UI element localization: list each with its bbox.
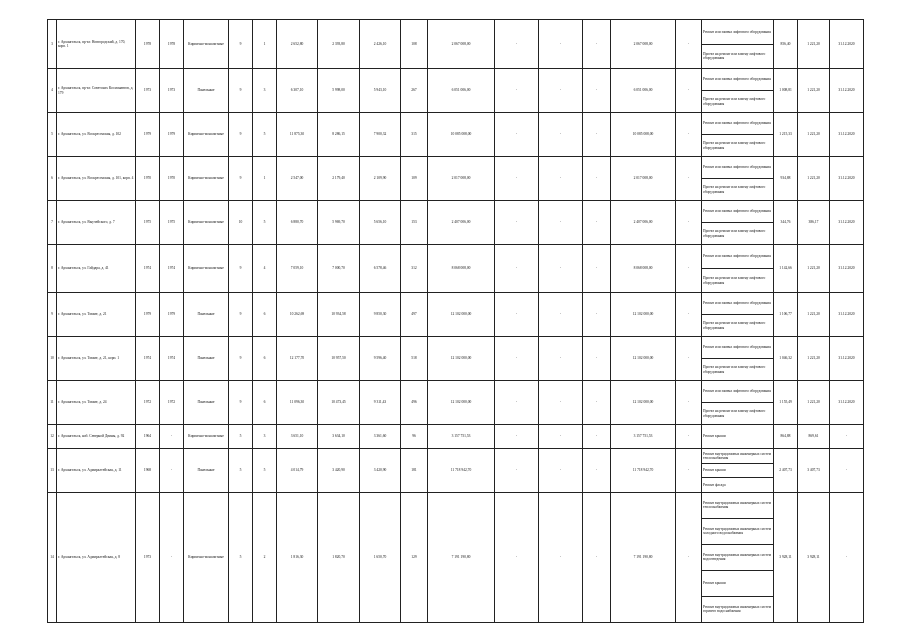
cell-wall: Панельные bbox=[184, 69, 229, 113]
cell-wall: Панельные bbox=[184, 337, 229, 381]
cell-work: Ремонт или замена лифтового оборудования bbox=[702, 113, 774, 135]
cell-work: Ремонт крыши bbox=[702, 425, 774, 449]
cell-cost-total: 2 067 008,00 bbox=[428, 20, 495, 69]
cell-addr: г. Архангельск, ул. Воскресенская, д. 102 bbox=[57, 113, 136, 157]
cell-work: Ремонт или замена лифтового оборудования bbox=[702, 245, 774, 269]
cell-year-built: 1978 bbox=[136, 20, 160, 69]
cell-f3: - bbox=[583, 337, 611, 381]
cell-cost-own: 12 102 000,00 bbox=[611, 293, 676, 337]
cell-entrances: 1 bbox=[253, 20, 277, 69]
cell-f3: - bbox=[583, 113, 611, 157]
cell-area-own: 9 596,40 bbox=[360, 337, 401, 381]
cell-wall: Кирпично-монолитные bbox=[184, 201, 229, 245]
cell-wall: Панельные bbox=[184, 381, 229, 425]
cell-n: 10 bbox=[48, 337, 57, 381]
cell-f4: - bbox=[676, 113, 702, 157]
cell-cost-own: 11 718 942,70 bbox=[611, 449, 676, 493]
cell-residents: 518 bbox=[401, 337, 428, 381]
cell-residents: 153 bbox=[401, 201, 428, 245]
cell-year-reno: 1972 bbox=[160, 381, 184, 425]
cell-f4: - bbox=[676, 293, 702, 337]
cell-floors: 9 bbox=[229, 69, 253, 113]
cell-deadline: 31.12.2020 bbox=[830, 201, 864, 245]
cell-work: Проект на ремонт или замену лифтового оборудования bbox=[702, 359, 774, 381]
cell-f1: - bbox=[495, 492, 539, 622]
table-row bbox=[48, 113, 864, 135]
cell-deadline: 31.12.2020 bbox=[830, 20, 864, 69]
cell-area-res: 5 969,70 bbox=[318, 201, 360, 245]
cell-f2: - bbox=[539, 245, 583, 293]
cell-addr: г. Архангельск, ул. Тимме, д. 24 bbox=[57, 381, 136, 425]
cell-entrances: 4 bbox=[253, 245, 277, 293]
cell-area-own: 5 656,10 bbox=[360, 201, 401, 245]
cell-f1: - bbox=[495, 293, 539, 337]
cell-work: Ремонт внутридомовых инженерных систем водоотведения bbox=[702, 544, 774, 570]
cell-area-total: 11 096,30 bbox=[277, 381, 318, 425]
cell-area-res: 2 393,80 bbox=[318, 20, 360, 69]
cell-work: Ремонт или замена лифтового оборудования bbox=[702, 20, 774, 45]
cell-unit-cost: 1 008,81 bbox=[774, 69, 798, 113]
cell-residents: 129 bbox=[401, 492, 428, 622]
cell-cost-total: 12 102 000,00 bbox=[428, 381, 495, 425]
cell-cost-own: 12 102 000,00 bbox=[611, 337, 676, 381]
cell-deadline: - bbox=[830, 492, 864, 622]
cell-work: Ремонт или замена лифтового оборудования bbox=[702, 69, 774, 91]
cell-max-cost: 3 928,11 bbox=[798, 492, 830, 622]
cell-work: Проект на ремонт или замену лифтового оборудования bbox=[702, 44, 774, 69]
cell-f2: - bbox=[539, 425, 583, 449]
cell-max-cost: 1 221,20 bbox=[798, 157, 830, 201]
cell-area-total: 6 307,10 bbox=[277, 69, 318, 113]
cell-n: 12 bbox=[48, 425, 57, 449]
cell-wall: Кирпично-монолитные bbox=[184, 425, 229, 449]
cell-year-reno: 1979 bbox=[160, 293, 184, 337]
cell-entrances: 5 bbox=[253, 449, 277, 493]
cell-addr: г. Архангельск, пр-кт. Советских Космонавтов, д. 179 bbox=[57, 69, 136, 113]
cell-unit-cost: 934,88 bbox=[774, 157, 798, 201]
cell-work: Проект на ремонт или замену лифтового оборудования bbox=[702, 179, 774, 201]
table-row bbox=[48, 381, 864, 403]
cell-unit-cost: 2 407,73 bbox=[774, 449, 798, 493]
cell-area-total: 7 059,10 bbox=[277, 245, 318, 293]
cell-f2: - bbox=[539, 69, 583, 113]
cell-residents: 109 bbox=[401, 157, 428, 201]
cell-deadline: 31.12.2020 bbox=[830, 337, 864, 381]
cell-n: 7 bbox=[48, 201, 57, 245]
table-body bbox=[48, 20, 864, 623]
cell-work: Ремонт внутридомовых инженерных систем теплоснабжения bbox=[702, 449, 774, 464]
cell-floors: 5 bbox=[229, 449, 253, 493]
cell-work: Ремонт или замена лифтового оборудования bbox=[702, 157, 774, 179]
cell-cost-total: 10 085 008,00 bbox=[428, 113, 495, 157]
cell-deadline: 31.12.2020 bbox=[830, 69, 864, 113]
cell-year-built: 1974 bbox=[136, 245, 160, 293]
cell-entrances: 3 bbox=[253, 69, 277, 113]
cell-f3: - bbox=[583, 245, 611, 293]
table-row bbox=[48, 157, 864, 179]
cell-f2: - bbox=[539, 293, 583, 337]
cell-residents: 315 bbox=[401, 113, 428, 157]
cell-f2: - bbox=[539, 157, 583, 201]
cell-cost-own: 2 067 008,00 bbox=[611, 20, 676, 69]
cell-addr: г. Архангельск, ул. Адмиралтейская, д. 8 bbox=[57, 492, 136, 622]
cell-year-reno: 1973 bbox=[160, 69, 184, 113]
cell-f3: - bbox=[583, 69, 611, 113]
cell-f4: - bbox=[676, 425, 702, 449]
cell-year-reno: 1974 bbox=[160, 337, 184, 381]
table-row bbox=[48, 201, 864, 223]
cell-entrances: 5 bbox=[253, 113, 277, 157]
cell-area-total: 4 014,79 bbox=[277, 449, 318, 493]
cell-cost-own: 7 191 190,80 bbox=[611, 492, 676, 622]
cell-area-own: 2 426,10 bbox=[360, 20, 401, 69]
cell-f1: - bbox=[495, 201, 539, 245]
cell-addr: г. Архангельск, ул. Выучейского, д. 7 bbox=[57, 201, 136, 245]
table-row bbox=[48, 492, 864, 518]
cell-f3: - bbox=[583, 425, 611, 449]
cell-f2: - bbox=[539, 449, 583, 493]
cell-f4: - bbox=[676, 20, 702, 69]
cell-year-reno: 1975 bbox=[160, 201, 184, 245]
cell-floors: 9 bbox=[229, 113, 253, 157]
cell-work: Проект на ремонт или замену лифтового оборудования bbox=[702, 315, 774, 337]
cell-addr: г. Архангельск, ул. Гайдара, д. 41 bbox=[57, 245, 136, 293]
cell-entrances: 6 bbox=[253, 337, 277, 381]
cell-cost-own: 12 102 000,00 bbox=[611, 381, 676, 425]
cell-n: 6 bbox=[48, 157, 57, 201]
cell-wall: Кирпично-монолитные bbox=[184, 20, 229, 69]
cell-f4: - bbox=[676, 337, 702, 381]
cell-max-cost: 386,17 bbox=[798, 201, 830, 245]
cell-unit-cost: 1 142,66 bbox=[774, 245, 798, 293]
cell-area-total: 1 816,30 bbox=[277, 492, 318, 622]
cell-year-built: 1973 bbox=[136, 69, 160, 113]
cell-deadline: 31.12.2020 bbox=[830, 381, 864, 425]
cell-year-reno: - bbox=[160, 449, 184, 493]
cell-unit-cost: 1 155,49 bbox=[774, 381, 798, 425]
cell-floors: 9 bbox=[229, 293, 253, 337]
table-row bbox=[48, 20, 864, 45]
cell-area-own: 5 943,10 bbox=[360, 69, 401, 113]
cell-work: Ремонт или замена лифтового оборудования bbox=[702, 381, 774, 403]
cell-area-res: 10 934,58 bbox=[318, 293, 360, 337]
cell-entrances: 5 bbox=[253, 201, 277, 245]
cell-max-cost: 1 221,20 bbox=[798, 20, 830, 69]
cell-year-built: 1979 bbox=[136, 113, 160, 157]
cell-year-reno: - bbox=[160, 492, 184, 622]
cell-cost-total: 2 017 008,00 bbox=[428, 157, 495, 201]
cell-cost-total: 12 102 000,00 bbox=[428, 337, 495, 381]
cell-residents: 181 bbox=[401, 449, 428, 493]
cell-n: 14 bbox=[48, 492, 57, 622]
cell-residents: 108 bbox=[401, 20, 428, 69]
cell-f2: - bbox=[539, 337, 583, 381]
cell-area-own: 2 109,90 bbox=[360, 157, 401, 201]
cell-year-reno: 1974 bbox=[160, 245, 184, 293]
cell-year-reno: 1979 bbox=[160, 113, 184, 157]
cell-f1: - bbox=[495, 20, 539, 69]
cell-max-cost: 869,61 bbox=[798, 425, 830, 449]
cell-area-total: 12 177,70 bbox=[277, 337, 318, 381]
cell-f1: - bbox=[495, 113, 539, 157]
cell-wall: Кирпично-монолитные bbox=[184, 113, 229, 157]
cell-work: Ремонт внутридомовых инженерных систем горячего водоснабжения bbox=[702, 596, 774, 622]
cell-year-built: 1964 bbox=[136, 425, 160, 449]
cell-f4: - bbox=[676, 492, 702, 622]
cell-floors: 9 bbox=[229, 157, 253, 201]
cell-entrances: 1 bbox=[253, 157, 277, 201]
cell-f3: - bbox=[583, 492, 611, 622]
cell-f1: - bbox=[495, 245, 539, 293]
cell-residents: 312 bbox=[401, 245, 428, 293]
cell-area-res: 8 286,15 bbox=[318, 113, 360, 157]
cell-entrances: 3 bbox=[253, 425, 277, 449]
cell-work: Ремонт крыши bbox=[702, 463, 774, 478]
cell-work: Ремонт фасада bbox=[702, 478, 774, 493]
cell-deadline: 31.12.2020 bbox=[830, 157, 864, 201]
cell-f2: - bbox=[539, 20, 583, 69]
cell-work: Ремонт или замена лифтового оборудования bbox=[702, 293, 774, 315]
cell-year-built: 1968 bbox=[136, 449, 160, 493]
cell-work: Ремонт внутридомовых инженерных систем холодного водоснабжения bbox=[702, 518, 774, 544]
cell-work: Проект на ремонт или замену лифтового оборудования bbox=[702, 135, 774, 157]
cell-n: 13 bbox=[48, 449, 57, 493]
cell-floors: 9 bbox=[229, 20, 253, 69]
cell-cost-total: 2 407 006,00 bbox=[428, 201, 495, 245]
cell-area-own: 7 900,32 bbox=[360, 113, 401, 157]
cell-f2: - bbox=[539, 381, 583, 425]
cell-work: Ремонт крыши bbox=[702, 570, 774, 596]
cell-unit-cost: 344,76 bbox=[774, 201, 798, 245]
cell-work: Проект на ремонт или замену лифтового оборудования bbox=[702, 91, 774, 113]
cell-f1: - bbox=[495, 157, 539, 201]
cell-f2: - bbox=[539, 201, 583, 245]
cell-f3: - bbox=[583, 157, 611, 201]
cell-f2: - bbox=[539, 492, 583, 622]
cell-cost-own: 8 068 008,00 bbox=[611, 245, 676, 293]
cell-f3: - bbox=[583, 20, 611, 69]
cell-unit-cost: 1 046,32 bbox=[774, 337, 798, 381]
cell-cost-own: 3 157 751,53 bbox=[611, 425, 676, 449]
cell-cost-total: 7 191 190,80 bbox=[428, 492, 495, 622]
cell-cost-own: 2 407 006,00 bbox=[611, 201, 676, 245]
cell-unit-cost: 856,40 bbox=[774, 20, 798, 69]
cell-n: 8 bbox=[48, 245, 57, 293]
cell-floors: 9 bbox=[229, 337, 253, 381]
cell-f1: - bbox=[495, 449, 539, 493]
cell-n: 5 bbox=[48, 113, 57, 157]
cell-floors: 5 bbox=[229, 492, 253, 622]
cell-work: Ремонт внутридомовых инженерных систем теплоснабжения bbox=[702, 492, 774, 518]
cell-f4: - bbox=[676, 201, 702, 245]
cell-floors: 5 bbox=[229, 425, 253, 449]
cell-area-res: 10 473,45 bbox=[318, 381, 360, 425]
cell-deadline: 31.12.2020 bbox=[830, 245, 864, 293]
cell-cost-total: 6 051 006,00 bbox=[428, 69, 495, 113]
cell-area-res: 10 957,50 bbox=[318, 337, 360, 381]
cell-cost-total: 3 157 751,53 bbox=[428, 425, 495, 449]
table-row bbox=[48, 337, 864, 359]
table-row bbox=[48, 69, 864, 91]
cell-deadline: - bbox=[830, 425, 864, 449]
cell-entrances: 6 bbox=[253, 381, 277, 425]
cell-f3: - bbox=[583, 449, 611, 493]
cell-f1: - bbox=[495, 69, 539, 113]
cell-f3: - bbox=[583, 293, 611, 337]
cell-area-total: 3 651,10 bbox=[277, 425, 318, 449]
cell-residents: 496 bbox=[401, 381, 428, 425]
cell-f1: - bbox=[495, 381, 539, 425]
cell-year-reno: - bbox=[160, 425, 184, 449]
cell-year-built: 1974 bbox=[136, 337, 160, 381]
cell-unit-cost: 864,88 bbox=[774, 425, 798, 449]
cell-wall: Панельные bbox=[184, 449, 229, 493]
cell-cost-total: 11 718 942,70 bbox=[428, 449, 495, 493]
cell-f4: - bbox=[676, 449, 702, 493]
cell-area-own: 1 650,70 bbox=[360, 492, 401, 622]
cell-area-own: 3 420,90 bbox=[360, 449, 401, 493]
cell-addr: г. Архангельск, ул. Тимме, д. 21 bbox=[57, 293, 136, 337]
cell-work: Проект на ремонт или замену лифтового оборудования bbox=[702, 223, 774, 245]
cell-addr: г. Архангельск, ул. Воскресенская, д. 101, корп. 4 bbox=[57, 157, 136, 201]
cell-floors: 10 bbox=[229, 201, 253, 245]
cell-year-built: 1970 bbox=[136, 157, 160, 201]
cell-work: Ремонт или замена лифтового оборудования bbox=[702, 201, 774, 223]
cell-addr: г. Архангельск, наб. Северной Двины, д. 92 bbox=[57, 425, 136, 449]
cell-floors: 9 bbox=[229, 381, 253, 425]
cell-wall: Панельные bbox=[184, 293, 229, 337]
cell-deadline: - bbox=[830, 449, 864, 493]
cell-max-cost: 1 221,20 bbox=[798, 381, 830, 425]
cell-n: 11 bbox=[48, 381, 57, 425]
cell-addr: г. Архангельск, ул. Тимме, д. 21, корп. 1 bbox=[57, 337, 136, 381]
program-table bbox=[47, 19, 864, 623]
cell-area-res: 7 000,70 bbox=[318, 245, 360, 293]
cell-cost-own: 10 085 008,00 bbox=[611, 113, 676, 157]
cell-max-cost: 1 221,20 bbox=[798, 245, 830, 293]
cell-entrances: 6 bbox=[253, 293, 277, 337]
cell-f3: - bbox=[583, 381, 611, 425]
cell-cost-own: 6 051 006,00 bbox=[611, 69, 676, 113]
cell-area-res: 3 634,10 bbox=[318, 425, 360, 449]
cell-unit-cost: 1 106,77 bbox=[774, 293, 798, 337]
cell-floors: 9 bbox=[229, 245, 253, 293]
cell-n: 9 bbox=[48, 293, 57, 337]
cell-area-total: 6 880,70 bbox=[277, 201, 318, 245]
cell-area-total: 10 262,69 bbox=[277, 293, 318, 337]
cell-n: 3 bbox=[48, 20, 57, 69]
cell-residents: 267 bbox=[401, 69, 428, 113]
cell-area-res: 2 179,40 bbox=[318, 157, 360, 201]
table-row bbox=[48, 425, 864, 449]
cell-n: 4 bbox=[48, 69, 57, 113]
cell-deadline: 31.12.2020 bbox=[830, 293, 864, 337]
cell-max-cost: 3 407,73 bbox=[798, 449, 830, 493]
cell-area-total: 2 652,80 bbox=[277, 20, 318, 69]
cell-f4: - bbox=[676, 381, 702, 425]
cell-f2: - bbox=[539, 113, 583, 157]
cell-f4: - bbox=[676, 157, 702, 201]
table-row bbox=[48, 293, 864, 315]
table-row bbox=[48, 245, 864, 269]
cell-wall: Кирпично-монолитные bbox=[184, 245, 229, 293]
cell-area-total: 2 547,00 bbox=[277, 157, 318, 201]
cell-area-res: 1 820,70 bbox=[318, 492, 360, 622]
cell-residents: 96 bbox=[401, 425, 428, 449]
cell-f1: - bbox=[495, 337, 539, 381]
cell-f4: - bbox=[676, 245, 702, 293]
cell-unit-cost: 1 215,33 bbox=[774, 113, 798, 157]
table-row bbox=[48, 449, 864, 464]
cell-year-built: 1973 bbox=[136, 492, 160, 622]
cell-year-reno: 1978 bbox=[160, 20, 184, 69]
cell-area-own: 9 311,43 bbox=[360, 381, 401, 425]
cell-f4: - bbox=[676, 69, 702, 113]
cell-work: Проект на ремонт или замену лифтового оборудования bbox=[702, 403, 774, 425]
cell-area-total: 11 875,30 bbox=[277, 113, 318, 157]
cell-cost-total: 8 068 008,00 bbox=[428, 245, 495, 293]
cell-area-res: 5 998,00 bbox=[318, 69, 360, 113]
cell-f3: - bbox=[583, 201, 611, 245]
cell-area-own: 3 361,60 bbox=[360, 425, 401, 449]
cell-area-own: 6 578,46 bbox=[360, 245, 401, 293]
cell-year-built: 1972 bbox=[136, 381, 160, 425]
cell-wall: Кирпично-монолитные bbox=[184, 492, 229, 622]
cell-addr: г. Архангельск, ул. Адмиралтейская, д. 11 bbox=[57, 449, 136, 493]
cell-max-cost: 1 221,20 bbox=[798, 337, 830, 381]
cell-year-built: 1979 bbox=[136, 293, 160, 337]
cell-work: Ремонт или замена лифтового оборудования bbox=[702, 337, 774, 359]
cell-max-cost: 1 221,20 bbox=[798, 113, 830, 157]
cell-area-res: 3 420,90 bbox=[318, 449, 360, 493]
cell-residents: 497 bbox=[401, 293, 428, 337]
cell-addr: г. Архангельск, пр-кт. Новгородский, д. 170, корп. 1 bbox=[57, 20, 136, 69]
cell-area-own: 9 850,30 bbox=[360, 293, 401, 337]
cell-work: Проект на ремонт или замену лифтового оборудования bbox=[702, 269, 774, 293]
cell-cost-own: 2 017 008,00 bbox=[611, 157, 676, 201]
cell-entrances: 2 bbox=[253, 492, 277, 622]
cell-f1: - bbox=[495, 425, 539, 449]
cell-year-built: 1975 bbox=[136, 201, 160, 245]
cell-wall: Кирпично-монолитные bbox=[184, 157, 229, 201]
cell-year-reno: 1970 bbox=[160, 157, 184, 201]
cell-cost-total: 12 102 000,00 bbox=[428, 293, 495, 337]
cell-max-cost: 1 221,20 bbox=[798, 69, 830, 113]
cell-max-cost: 1 221,20 bbox=[798, 293, 830, 337]
cell-unit-cost: 3 928,11 bbox=[774, 492, 798, 622]
cell-deadline: 31.12.2020 bbox=[830, 113, 864, 157]
